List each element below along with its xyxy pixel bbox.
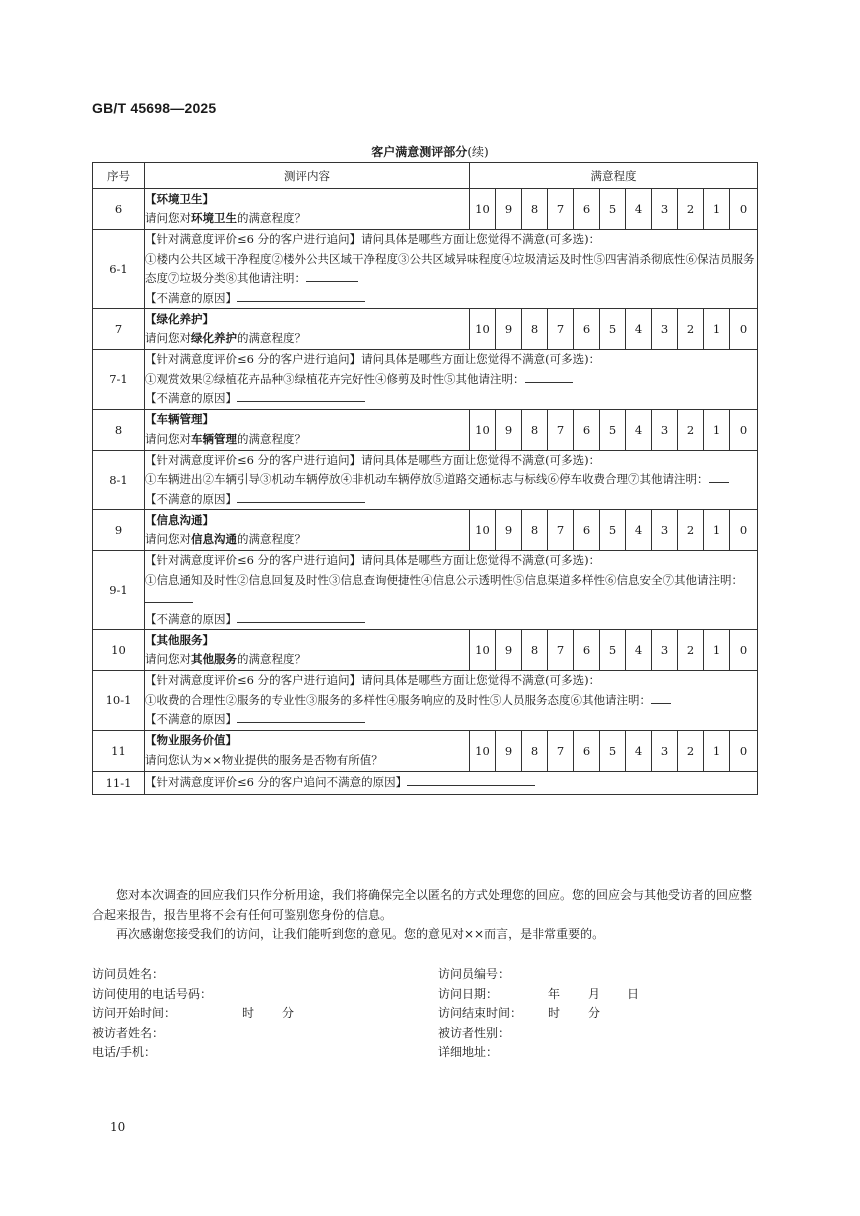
table-row-10 xyxy=(93,630,758,671)
reason-blank[interactable] xyxy=(407,773,535,786)
interviewee-name-label: 被访者姓名： xyxy=(92,1025,165,1040)
score-cell[interactable]: 10 xyxy=(470,409,496,450)
table-row-9-1 xyxy=(93,551,758,630)
score-cell[interactable]: 2 xyxy=(678,730,704,771)
row-no: 10 xyxy=(93,630,145,671)
score-cell[interactable]: 1 xyxy=(704,630,730,671)
table-title-suffix: (续) xyxy=(467,145,489,159)
row-title: 【绿化养护】 xyxy=(145,311,214,326)
score-cell[interactable]: 4 xyxy=(626,309,652,350)
score-cell[interactable]: 3 xyxy=(652,409,678,450)
score-cell[interactable]: 0 xyxy=(730,510,758,551)
score-cell[interactable]: 1 xyxy=(704,309,730,350)
score-cell[interactable]: 8 xyxy=(522,309,548,350)
score-cell[interactable]: 7 xyxy=(548,730,574,771)
score-cell[interactable]: 0 xyxy=(730,309,758,350)
score-cell[interactable]: 4 xyxy=(626,510,652,551)
table-row-11-1 xyxy=(93,771,758,794)
score-cell[interactable]: 5 xyxy=(600,309,626,350)
followup-content xyxy=(145,230,758,309)
row-content xyxy=(145,630,470,671)
row-content xyxy=(145,189,470,230)
score-cell[interactable]: 4 xyxy=(626,630,652,671)
row-no: 6-1 xyxy=(93,230,145,309)
score-cell[interactable]: 1 xyxy=(704,510,730,551)
other-blank[interactable] xyxy=(145,590,193,603)
table-row-8-1 xyxy=(93,450,758,510)
score-cell[interactable]: 10 xyxy=(470,630,496,671)
row-title: 【物业服务价值】 xyxy=(145,733,237,747)
table-row-9 xyxy=(93,510,758,551)
row-no: 9-1 xyxy=(93,551,145,630)
reason-blank[interactable] xyxy=(237,490,365,503)
score-cell[interactable]: 0 xyxy=(730,409,758,450)
followup-prompt: 【针对满意度评价≤6 分的客户进行追问】请问具体是哪些方面让您觉得不满意(可多选)： xyxy=(145,232,601,246)
month-unit: 月 xyxy=(588,986,601,1001)
score-cell[interactable]: 6 xyxy=(574,630,600,671)
score-cell[interactable]: 7 xyxy=(548,630,574,671)
score-cell[interactable]: 5 xyxy=(600,409,626,450)
score-cell[interactable]: 8 xyxy=(522,409,548,450)
row-content xyxy=(145,730,470,771)
other-blank[interactable] xyxy=(306,269,358,282)
score-cell[interactable]: 6 xyxy=(574,510,600,551)
followup-options: ①信息通知及时性②信息回复及时性③信息查询便捷性④信息公示透明性⑤信息渠道多样性⑥信息安全⑦其他请注明： xyxy=(145,571,757,610)
score-cell[interactable]: 8 xyxy=(522,630,548,671)
score-cell[interactable]: 9 xyxy=(496,409,522,450)
reason-blank[interactable] xyxy=(237,289,365,302)
end-hour-unit: 时 xyxy=(548,1006,561,1020)
followup-options: ①楼内公共区域干净程度②楼外公共区域干净程度③公共区域异味程度④垃圾清运及时性⑤四害消杀彻底性⑥保洁员服务态度⑦垃圾分类⑧其他请注明： xyxy=(145,251,755,285)
score-cell[interactable]: 7 xyxy=(548,510,574,551)
other-blank[interactable] xyxy=(525,370,573,383)
score-cell[interactable]: 1 xyxy=(704,189,730,230)
day-unit: 日 xyxy=(627,986,640,1001)
row-title: 【车辆管理】 xyxy=(145,412,214,426)
score-cell[interactable]: 6 xyxy=(574,409,600,450)
score-cell[interactable]: 5 xyxy=(600,189,626,230)
score-cell[interactable]: 6 xyxy=(574,309,600,350)
followup-content xyxy=(145,450,758,510)
table-title xyxy=(0,143,860,160)
header-content: 测评内容 xyxy=(145,163,470,189)
score-cell[interactable]: 3 xyxy=(652,730,678,771)
score-cell[interactable]: 8 xyxy=(522,510,548,551)
score-cell[interactable]: 2 xyxy=(678,189,704,230)
row-question: 请问您认为××物业提供的服务是否物有所值？ xyxy=(145,752,383,767)
score-cell[interactable]: 7 xyxy=(548,409,574,450)
score-cell[interactable]: 2 xyxy=(678,630,704,671)
row-no: 6 xyxy=(93,189,145,230)
score-cell[interactable]: 3 xyxy=(652,189,678,230)
row-no: 10-1 xyxy=(93,671,145,731)
year-unit: 年 xyxy=(548,986,561,1001)
row-question: 请问您对其他服务的满意程度？ xyxy=(145,652,306,666)
score-cell[interactable]: 3 xyxy=(652,630,678,671)
score-cell[interactable]: 8 xyxy=(522,189,548,230)
phone-used-label: 访问使用的电话号码： xyxy=(92,986,213,1001)
followup-options: ①收费的合理性②服务的专业性③服务的多样性④服务响应的及时性⑤人员服务态度⑥其他请注明： xyxy=(145,691,757,711)
row-no: 7-1 xyxy=(93,350,145,410)
reason-blank[interactable] xyxy=(237,389,365,402)
score-cell[interactable]: 4 xyxy=(626,189,652,230)
followup-prompt: 【针对满意度评价≤6 分的客户进行追问】请问具体是哪些方面让您觉得不满意(可多选)： xyxy=(145,352,601,366)
score-cell[interactable]: 9 xyxy=(496,630,522,671)
interview-info xyxy=(92,965,757,1063)
score-cell[interactable]: 2 xyxy=(678,409,704,450)
reason-line: 【不满意的原因】 xyxy=(145,389,757,409)
score-cell[interactable]: 9 xyxy=(496,189,522,230)
score-cell[interactable]: 5 xyxy=(600,730,626,771)
score-cell[interactable]: 6 xyxy=(574,189,600,230)
score-cell[interactable]: 1 xyxy=(704,409,730,450)
row-question: 请问您对绿化养护的满意程度？ xyxy=(145,331,306,345)
followup-reason-prompt: 【针对满意度评价≤6 分的客户追问不满意的原因】 xyxy=(145,774,408,789)
row-no: 9 xyxy=(93,510,145,551)
score-cell[interactable]: 8 xyxy=(522,730,548,771)
interviewer-name-label: 访问员姓名： xyxy=(92,967,165,981)
row-no: 7 xyxy=(93,309,145,350)
score-cell[interactable]: 0 xyxy=(730,630,758,671)
followup-content xyxy=(145,350,758,410)
start-time-label: 访问开始时间： xyxy=(92,1006,177,1020)
score-cell[interactable]: 0 xyxy=(730,730,758,771)
score-cell[interactable]: 5 xyxy=(600,510,626,551)
date-label: 访问日期： xyxy=(438,986,499,1001)
score-cell[interactable]: 5 xyxy=(600,630,626,671)
row-question: 请问您对信息沟通的满意程度？ xyxy=(145,532,306,546)
row-content xyxy=(145,510,470,551)
interviewer-no-label: 访问员编号： xyxy=(438,967,511,981)
end-minute-unit: 分 xyxy=(588,1006,601,1020)
table-row-11 xyxy=(93,730,758,771)
score-cell[interactable]: 7 xyxy=(548,309,574,350)
table-row-6 xyxy=(93,189,758,230)
score-cell[interactable]: 4 xyxy=(626,730,652,771)
row-content xyxy=(145,409,470,450)
phone-label: 电话/手机： xyxy=(92,1045,157,1059)
score-cell[interactable]: 10 xyxy=(470,730,496,771)
table-row-7 xyxy=(93,309,758,350)
row-question: 请问您对车辆管理的满意程度？ xyxy=(145,431,306,446)
header-score: 满意程度 xyxy=(470,163,758,189)
row-no: 11-1 xyxy=(93,771,145,794)
table-row-8 xyxy=(93,409,758,450)
followup-options: ①车辆进出②车辆引导③机动车辆停放④非机动车辆停放⑤道路交通标志与标线⑥停车收费合理⑦其他请注明： xyxy=(145,470,757,490)
row-no: 11 xyxy=(93,730,145,771)
closing-paragraph-2: 再次感谢您接受我们的访问，让我们能听到您的意见。您的意见对××而言，是非常重要的。 xyxy=(116,927,605,941)
table-row-7-1 xyxy=(93,350,758,410)
reason-line: 【不满意的原因】 xyxy=(145,710,757,730)
other-blank[interactable] xyxy=(709,470,729,483)
page-number: 10 xyxy=(110,1120,126,1134)
score-cell[interactable]: 9 xyxy=(496,309,522,350)
score-cell[interactable]: 6 xyxy=(574,730,600,771)
row-title: 【其他服务】 xyxy=(145,632,214,647)
followup-prompt: 【针对满意度评价≤6 分的客户进行追问】请问具体是哪些方面让您觉得不满意(可多选)： xyxy=(145,673,601,687)
closing-text xyxy=(92,886,757,945)
score-cell[interactable]: 10 xyxy=(470,510,496,551)
followup-content xyxy=(145,671,758,731)
interviewee-gender-label: 被访者性别： xyxy=(438,1025,511,1040)
address-label: 详细地址： xyxy=(438,1045,499,1059)
followup-prompt: 【针对满意度评价≤6 分的客户进行追问】请问具体是哪些方面让您觉得不满意(可多选)： xyxy=(145,553,601,567)
reason-line: 【不满意的原因】 xyxy=(145,610,757,630)
score-cell[interactable]: 3 xyxy=(652,309,678,350)
start-hour-unit: 时 xyxy=(242,1006,255,1020)
followup-content xyxy=(145,551,758,630)
score-cell[interactable]: 1 xyxy=(704,730,730,771)
other-blank[interactable] xyxy=(651,691,671,704)
table-row-10-1 xyxy=(93,671,758,731)
table-header-row xyxy=(93,163,758,189)
score-cell[interactable]: 9 xyxy=(496,510,522,551)
reason-blank[interactable] xyxy=(237,710,365,723)
survey-table xyxy=(92,162,758,795)
start-minute-unit: 分 xyxy=(282,1006,295,1020)
score-cell[interactable]: 9 xyxy=(496,730,522,771)
row-question: 请问您对环境卫生的满意程度？ xyxy=(145,211,306,225)
followup-prompt: 【针对满意度评价≤6 分的客户进行追问】请问具体是哪些方面让您觉得不满意(可多选)： xyxy=(145,452,601,467)
score-cell[interactable]: 2 xyxy=(678,510,704,551)
score-cell[interactable]: 0 xyxy=(730,189,758,230)
table-title-text: 客户满意测评部分 xyxy=(371,145,468,159)
score-cell[interactable]: 4 xyxy=(626,409,652,450)
score-cell[interactable]: 10 xyxy=(470,189,496,230)
followup-options: ①观赏效果②绿植花卉品种③绿植花卉完好性④修剪及时性⑤其他请注明： xyxy=(145,370,757,390)
score-cell[interactable]: 2 xyxy=(678,309,704,350)
reason-blank[interactable] xyxy=(237,610,365,623)
standard-code: GB/T 45698—2025 xyxy=(92,100,217,116)
row-title: 【环境卫生】 xyxy=(145,191,214,206)
score-cell[interactable]: 3 xyxy=(652,510,678,551)
score-cell[interactable]: 10 xyxy=(470,309,496,350)
row-no: 8-1 xyxy=(93,450,145,510)
followup-content xyxy=(145,771,758,794)
row-title: 【信息沟通】 xyxy=(145,512,214,527)
table-row-6-1 xyxy=(93,230,758,309)
reason-line: 【不满意的原因】 xyxy=(145,490,757,510)
score-cell[interactable]: 7 xyxy=(548,189,574,230)
end-time-label: 访问结束时间： xyxy=(438,1006,523,1020)
row-content xyxy=(145,309,470,350)
reason-line: 【不满意的原因】 xyxy=(145,289,757,309)
row-no: 8 xyxy=(93,409,145,450)
closing-paragraph-1: 您对本次调查的回应我们只作分析用途，我们将确保完全以匿名的方式处理您的回应。您的回应会与其他受访者的回应整合起来报告，报告里将不会有任何可鉴别您身份的信息。 xyxy=(92,888,753,922)
header-no: 序号 xyxy=(93,163,145,189)
